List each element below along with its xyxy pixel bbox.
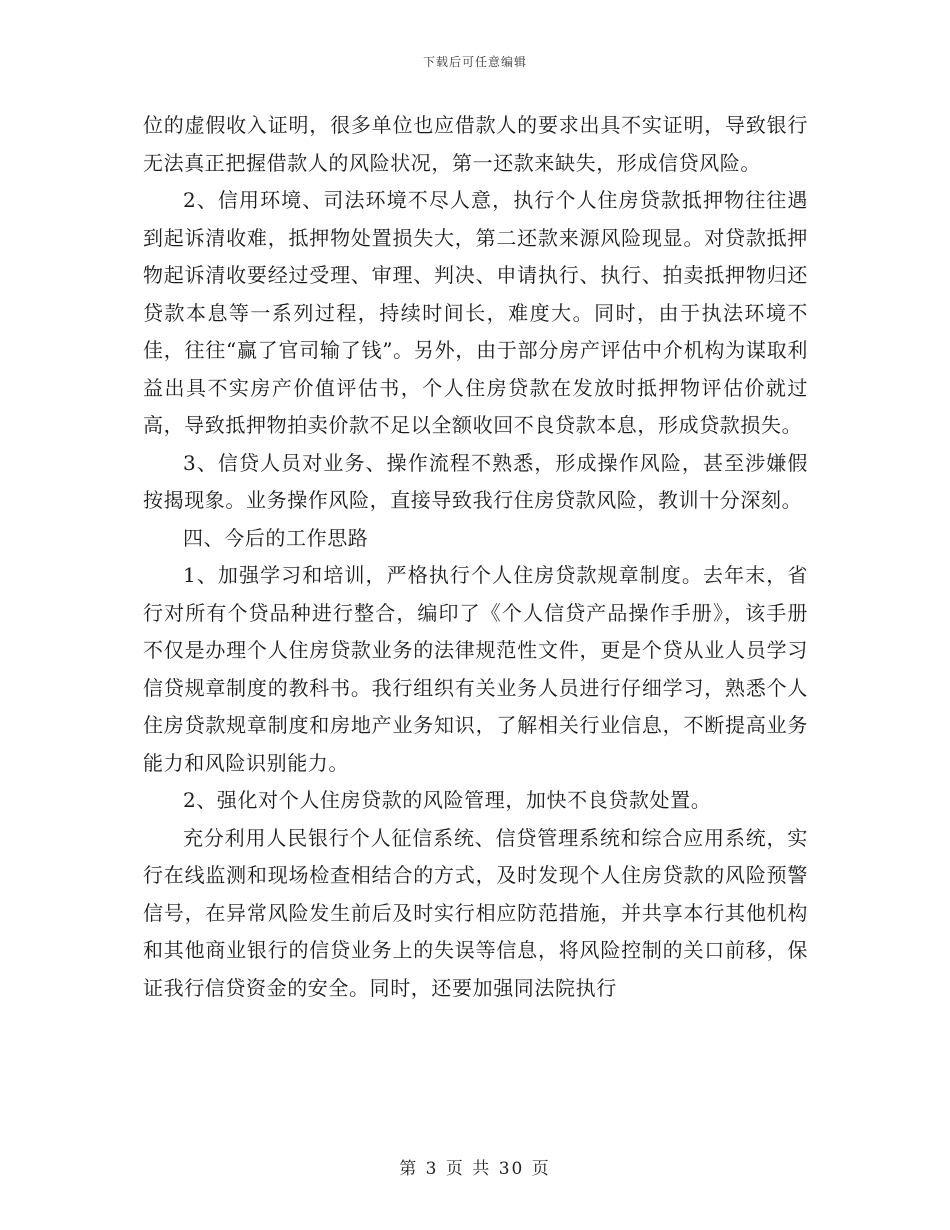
paragraph: 位的虚假收入证明，很多单位也应借款人的要求出具不实证明，导致银行无法真正把握借款人的风险状况，第一还款来缺失，形成信贷风险。 [143, 113, 808, 175]
paragraph: 2、信用环境、司法环境不尽人意，执行个人住房贷款抵押物往往遇到起诉清收难，抵押物处置损失大，第二还款来源风险现显。对贷款抵押物起诉清收要经过受理、审理、判决、申请执行、执行、拍卖抵押物归还贷款本息等一系列过程，持续时间长，难度大。同时，由于执法环境不佳，往往“赢了官司输了钱”。另外，由于部分房产评估中介机构为谋取利益出具不实房产价值评估书，个人住房贷款在发放时抵押物评估价就过高，导致抵押物拍卖价款不足以全额收回不良贷款本息，形成贷款损失。 [143, 188, 808, 437]
document-body [143, 107, 808, 1007]
page-header: 下载后可任意编辑 [422, 55, 527, 69]
section-heading: 四、今后的工作思路 [183, 525, 369, 550]
paragraph: 1、加强学习和培训，严格执行个人住房贷款规章制度。去年末，省行对所有个贷品种进行整合，编印了《个人信贷产品操作手册》，该手册不仅是办理个人住房贷款业务的法律规范性文件，更是个贷从业人员学习信贷规章制度的教科书。我行组织有关业务人员进行仔细学习，熟悉个人住房贷款规章制度和房地产业务知识，了解相关行业信息，不断提高业务能力和风险识别能力。 [143, 563, 808, 775]
paragraph: 充分利用人民银行个人征信系统、信贷管理系统和综合应用系统，实行在线监测和现场检查相结合的方式，及时发现个人住房贷款的风险预警信号，在异常风险发生前后及时实行相应防范措施，并共享本行其他机构和其他商业银行的信贷业务上的失误等信息，将风险控制的关口前移，保证我行信贷资金的安全。同时，还要加强同法院执行 [143, 825, 808, 1000]
paragraph: 3、信贷人员对业务、操作流程不熟悉，形成操作风险，甚至涉嫌假按揭现象。业务操作风险，直接导致我行住房贷款风险，教训十分深刻。 [143, 450, 808, 512]
page-footer: 第 3 页 共 30 页 [399, 1159, 551, 1179]
paragraph: 2、强化对个人住房贷款的风险管理，加快不良贷款处置。 [183, 788, 712, 812]
